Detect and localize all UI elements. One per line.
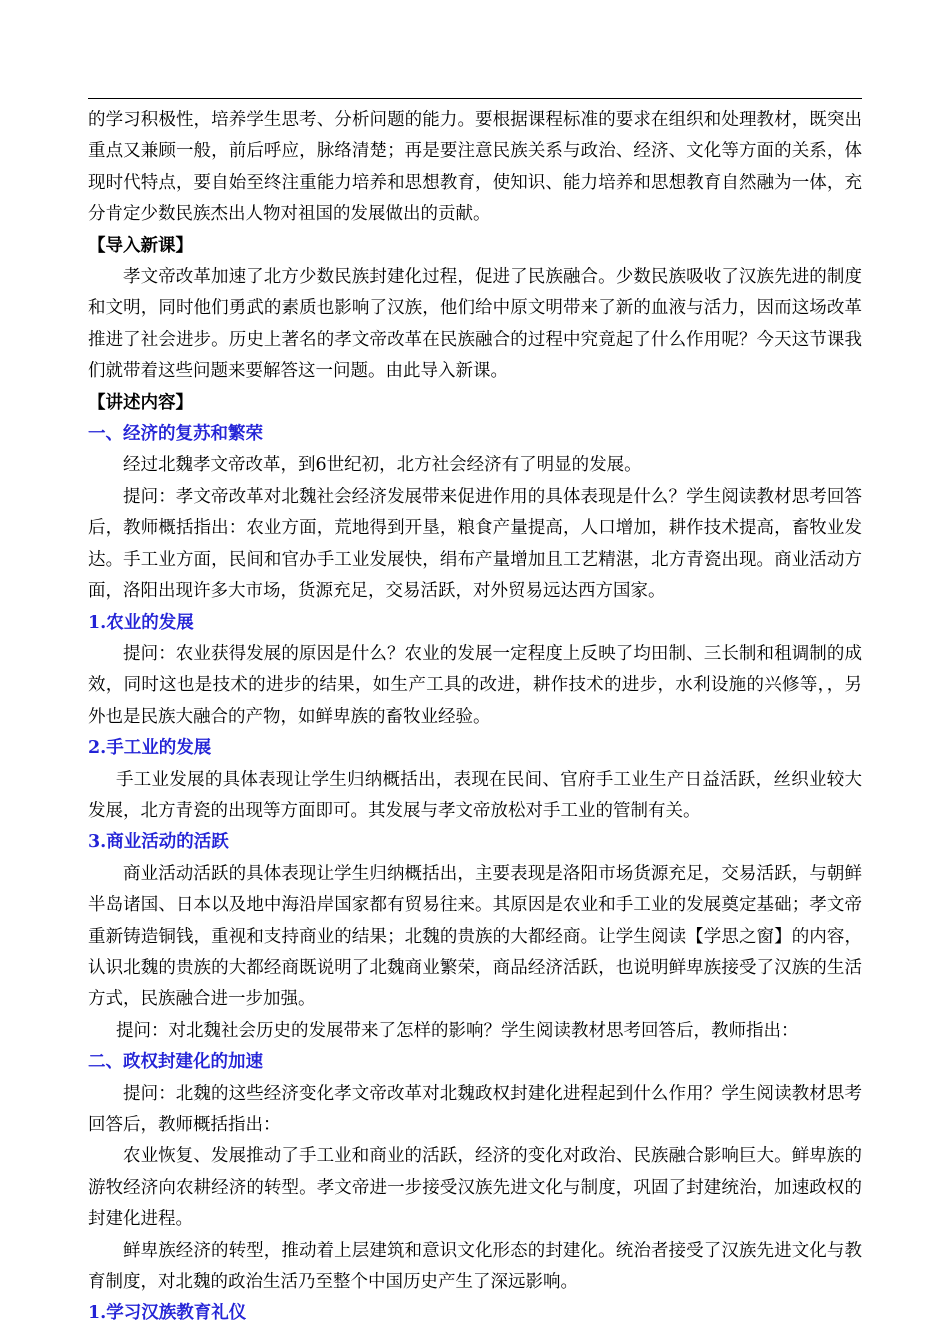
section-2-heading: 二、政权封建化的加速 <box>88 1052 263 1073</box>
subsection-1-1-paragraph: 提问：农业获得发展的原因是什么？农业的发展一定程度上反映了均田制、三长制和租调制的成效，同时这也是技术的进步的结果，如生产工具的改进，耕作技术的进步，水利设施的兴修等，，另外也是民族大融合的产物，如鲜卑族的畜牧业经验。 <box>88 643 862 727</box>
content-heading: 【讲述内容】 <box>88 392 193 413</box>
document-body <box>88 105 862 1330</box>
section-2-paragraph-b: 农业恢复、发展推动了手工业和商业的活跃，经济的变化对政治、民族融合影响巨大。鲜卑族的游牧经济向农耕经济的转型。孝文帝进一步接受汉族先进文化与制度，巩固了封建统治，加速政权的封建化进程。 <box>88 1146 862 1230</box>
subsection-2-1-heading: 1.学习汉族教育礼仪 <box>88 1303 247 1324</box>
subsection-1-2-heading: 2.手工业的发展 <box>88 738 212 759</box>
section-2-paragraph-c: 鲜卑族经济的转型，推动着上层建筑和意识文化形态的封建化。统治者接受了汉族先进文化与教育制度，对北魏的政治生活乃至整个中国历史产生了深远影响。 <box>88 1240 862 1293</box>
section-1-paragraph-b: 提问：孝文帝改革对北魏社会经济发展带来促进作用的具体表现是什么？学生阅读教材思考回答后，教师概括指出：农业方面，荒地得到开垦，粮食产量提高，人口增加，耕作技术提高，畜牧业发达。手工业方面，民间和官办手工业发展快，绢布产量增加且工艺精湛，北方青瓷出现。商业活动方面，洛阳出现许多大市场，货源充足，交易活跃，对外贸易远达西方国家。 <box>88 486 862 602</box>
lead-in-paragraph: 孝文帝改革加速了北方少数民族封建化过程，促进了民族融合。少数民族吸收了汉族先进的制度和文明，同时他们勇武的素质也影响了汉族，他们给中原文明带来了新的血液与活力，因而这场改革推进了社会进步。历史上著名的孝文帝改革在民族融合的过程中究竟起了什么作用呢？今天这节课我们就带着这些问题来要解答这一问题。由此导入新课。 <box>88 267 862 382</box>
section-2-paragraph-a: 提问：北魏的这些经济变化孝文帝改革对北魏政权封建化进程起到什么作用？学生阅读教材思考回答后，教师概括指出： <box>88 1083 862 1135</box>
section-1-heading: 一、经济的复苏和繁荣 <box>88 424 263 445</box>
lead-in-heading: 【导入新课】 <box>88 235 193 256</box>
intro-paragraph: 的学习积极性，培养学生思考、分析问题的能力。要根据课程标准的要求在组织和处理教材，既突出重点又兼顾一般，前后呼应，脉络清楚；再是要注意民族关系与政治、经济、文化等方面的关系，体现时代特点，要自始至终注重能力培养和思想教育，使知识、能力培养和思想教育自然融为一体，充分肯定少数民族杰出人物对祖国的发展做出的贡献。 <box>88 110 862 225</box>
header-rule <box>88 98 862 99</box>
subsection-1-1-heading: 1.农业的发展 <box>88 612 194 633</box>
subsection-1-2-paragraph: 手工业发展的具体表现让学生归纳概括出，表现在民间、官府手工业生产日益活跃，丝织业较大发展，北方青瓷的出现等方面即可。其发展与孝文帝放松对手工业的管制有关。 <box>88 769 862 821</box>
section-1-paragraph-a: 经过北魏孝文帝改革，到6世纪初，北方社会经济有了明显的发展。 <box>123 455 642 476</box>
section-1-question: 提问：对北魏社会历史的发展带来了怎样的影响？学生阅读教材思考回答后，教师指出： <box>116 1020 799 1041</box>
subsection-1-3-paragraph: 商业活动活跃的具体表现让学生归纳概括出，主要表现是洛阳市场货源充足，交易活跃，与朝鲜半岛诸国、日本以及地中海沿岸国家都有贸易往来。其原因是农业和手工业的发展奠定基础；孝文帝重新铸造铜钱，重视和支持商业的结果；北魏的贵族的大都经商。让学生阅读【学思之窗】的内容，认识北魏的贵族的大都经商既说明了北魏商业繁荣，商品经济活跃，也说明鲜卑族接受了汉族的生活方式，民族融合进一步加强。 <box>88 863 862 1010</box>
subsection-1-3-heading: 3.商业活动的活跃 <box>88 832 229 853</box>
